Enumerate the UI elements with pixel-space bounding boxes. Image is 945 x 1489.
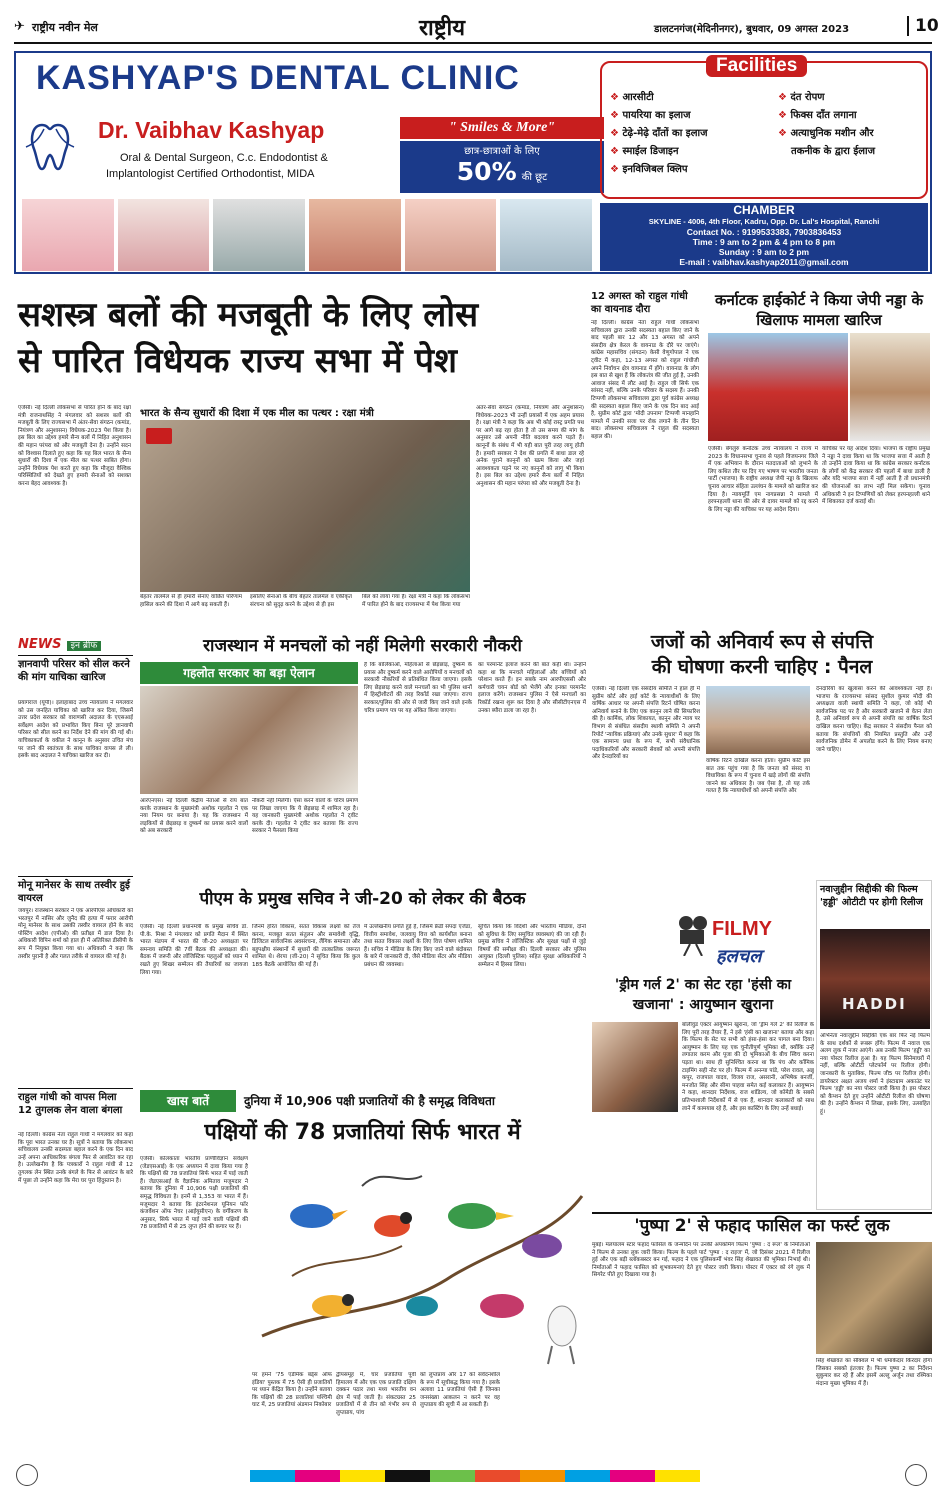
- karnataka-column-2: याचिका पर यह आदेश दिया। भाजपा के राष्ट्रीय प्रमुख ने नड्डा ने दावा किया था कि भाजपा सत्ता में आती है तो उन्होंने दावा किया था कि कांग्रेस सरकार कर्नाटक के लोगों को केंद्र सरकार की पहलों में बाधा डाली है और यदि भाजपा सत्ता में नहीं आती है तो प्रधानमंत्री की योजनाओं का लाभ नहीं मिल सकेगा। चुनाव अधिकारी ने इन टिप्पणियों को लेकर हरपनहल्ली थाने में शिकायत दर्ज कराई थी।: [822, 446, 930, 506]
- news-label-sub: इन ब्रीफ: [67, 641, 102, 651]
- rajnath-singh-parliament-photo: [140, 420, 470, 592]
- birds-column-1: एजेंसी। कोलकाता भारतीय प्राणीविज्ञान सर्वेक्षण (जेडएसआई) के एक अध्ययन में दावा किया गया है कि पक्षियों की 78 प्रजातियां सिर्फ भारत में पाई जाती हैं। जेडएसआई के वैज्ञानिक अमिताव मजूमदार ने बताया कि दुनिया में 10,906 पक्षी प्रजातियों की समृद्ध विविधता है। इनमें से 1,353 या भारत में हैं। मजूमदार ने बताया कि इंटरनेशनल यूनियन फॉर कंजर्वेशन ऑफ नेचर (आईयूसीएन) के वर्गीकरण के अनुसार, सिर्फ भारत में पाई जाने वाली पक्षियों की 78 प्रजातियों में से 25 लुप्त होने की कगार पर हैं।: [140, 1156, 248, 1231]
- brief-2-headline: मोनू मानेसर के साथ तस्वीर हुई वायरल: [18, 876, 133, 905]
- lead-headline: [18, 292, 586, 384]
- color-swatch: [520, 1470, 565, 1482]
- doctor-qualification-1: Oral & Dental Surgeon, C.c. Endodontist &: [120, 152, 328, 164]
- tagline: " Smiles & More": [400, 117, 604, 139]
- facility-item: ❖ दंत रोपण: [778, 92, 825, 103]
- chamber-title: CHAMBER: [733, 203, 795, 217]
- color-swatch: [655, 1470, 700, 1482]
- chamber-address: SKYLINE - 4006, 4th Floor, Kadru, Opp. Dr. Lal's Hospital, Ranchi: [648, 217, 880, 226]
- color-swatch: [385, 1470, 430, 1482]
- halchal-logo-text: हलचल: [716, 946, 762, 967]
- g20-headline: पीएम के प्रमुख सचिव ने जी-20 को लेकर की बैठक: [199, 889, 526, 909]
- ashok-gehlot-photo: [140, 686, 358, 794]
- facility-item: तकनीक के द्वारा ईलाज: [791, 146, 876, 157]
- pushpa-column-1: मुंबई। मलयालम स्टार फहाद फासिल के जन्मदिन पर उनकी अपकमिंग फिल्म 'पुष्पा : द रूल' के निर्माताओं ने फिल्म से उनका लुक जारी किया। फिल्म के पहले पार्ट 'पुष्पा : द राइज' में, जो दिसंबर 2021 में रिलीज हुई और एक बड़ी ब्लॉकबस्टर बन गई, फहाद ने एक पुलिसकर्मी भंवर सिंह शेखावत की भूमिका निभाई थी। निर्माताओं ने फहाद फासिल को शुभकामनाएं देते हुए पोस्टर जारी किया। पोस्टर में एक्टर को रंगे लुक में सिगरेट पीते हुए दिखाया गया है।: [592, 1242, 810, 1279]
- child-patient-photo: [500, 199, 592, 271]
- doctor-name: Dr. Vaibhav Kashyap: [98, 117, 325, 143]
- clinic-name: KASHYAP'S DENTAL CLINIC: [36, 59, 520, 97]
- supreme-court-photo: [706, 686, 810, 754]
- brief-1-body: प्रयागराज (यूपी)। इलाहाबाद उच्च न्यायालय ने मंगलवार को उस जनहित याचिका को खारिज कर दिया, जिसमें उत्तर प्रदेश सरकार को वाराणसी अदालत के एएसआई सर्वेक्षण आदेश को प्रभावित किए बिना पूरे ज्ञानवापी परिसर को सील करने का निर्देश देने की मांग की गई थी। याचिकाकर्ता के वकील ने कानून के अनुसार उचित मंच पर जाने की स्वतंत्रता के साथ याचिका वापस ले ली। इसके बाद अदालत ने याचिका खारिज कर दी।: [18, 700, 133, 760]
- registration-mark-icon: [16, 1464, 38, 1486]
- offer-suffix: की छूट: [521, 172, 548, 183]
- page-number: 10: [907, 16, 939, 36]
- facilities-title: Facilities: [706, 55, 807, 77]
- karnataka-high-court-photo: [708, 333, 848, 441]
- chamber-sunday: Sunday : 9 am to 2 pm: [718, 247, 810, 257]
- karnataka-headline: कर्नाटक हाईकोर्ट ने किया जेपी नड्डा के खिलाफ मामला खारिज: [714, 291, 924, 329]
- paper-logo-icon: ✈: [14, 19, 25, 34]
- dental-clinic-ad: [14, 51, 932, 274]
- paper-name: राष्ट्रीय नवीन मेल: [32, 21, 98, 34]
- brief-3-body: नई दिल्ली। कांग्रेस नेता राहुल गांधी ने मंगलवार को कहा कि पूरा भारत उनका घर है। सूत्रों ने बताया कि लोकसभा सचिवालय उनकी सदस्यता बहाल करने के एक दिन बाद उन्हें अपना आधिकारिक बंगला फिर से आवंटित कर रहा है। उल्लेखनीय है कि पत्रकारों ने राहुल गांधी से 12 तुगलक लेन स्थित उनके बंगले के फिर से आवंटन के बारे में पूछा तो उन्होंने कहा कि मेरा घर पूरा हिंदुस्तान है।: [18, 1132, 133, 1184]
- facility-item: ❖ आरसीटी: [610, 92, 654, 103]
- masthead: [14, 14, 939, 44]
- braces-photo: [405, 199, 497, 271]
- edition-date: डालटनगंज(मेदिनीनगर), बुधवार, 09 अगस्त 2023: [654, 24, 850, 35]
- birds-column-4: को लुप्तप्राय और 17 को संवेदनशील के रूप में सूचीबद्ध किया गया है। इसके अलावा 11 प्रजातियां ऐसी हैं जिनका जनसंख्या आकलन न करने पर वह लुप्तप्राय की सूची में आ सकती हैं।: [420, 1372, 500, 1409]
- filmy-logo-text: FILMY: [712, 918, 772, 940]
- color-calibration-bar: [250, 1470, 700, 1482]
- facility-item: ❖ स्माईल डिजाइन: [610, 146, 679, 157]
- facilities-right-list: [778, 89, 875, 161]
- g20-column-2: जिनमें हरित विकास, सतत विकास लक्ष्यों को तेज करना, मजबूत सतत संतुलन और समावेशी वृद्धि, डिजिटल सार्वजनिक अवसंरचना, लैंगिक समानता और बहुपक्षीय संस्थानों में सुधारों की तात्कालिक जरूरत शामिल थे। शेरपा (जी-20) ने सूचित किया कि कुल 185 बैठकें आयोजित की गई हैं।: [252, 924, 360, 968]
- facilities-box: [600, 55, 928, 199]
- rahul-wayanad-headline: 12 अगस्त को राहुल गांधी का वायनाड दौरा: [591, 291, 688, 315]
- karnataka-column-1: एजेंसी। बेंगलुरु कर्नाटक उच्च न्यायालय ने राज्य में 2023 के विधानसभा चुनाव से पहले विजयनगर जिले में एक अभियान के दौरान मतदाताओं को लुभाने के लिए कथित तौर पर दिए गए भाषण पर भारतीय जनता पार्टी (भाजपा) के राष्ट्रीय अध्यक्ष जेपी नड्डा के खिलाफ चुनाव आचार संहिता उल्लंघन के मामले को खारिज कर दिया है। न्यायमूर्ति एम नागप्रसन्ना ने मामले में हरपनहल्ली थाना की ओर से दायर मामले को रद्द करने के लिए नड्डा की याचिका पर यह आदेश दिया।: [708, 446, 818, 513]
- film-camera-icon: [676, 914, 710, 956]
- brief-3-headline: राहुल गांधी को वापस मिला 12 तुगलक लेन वाला बंगला: [18, 1088, 133, 1117]
- lead-headline-line-1: सशस्त्र बलों की मजबूती के लिए लोस: [18, 295, 479, 335]
- lead-headline-line-2: से पारित विधेयक राज्य सभा में पेश: [18, 341, 458, 381]
- panel-headline-line-1: जजों को अनिवार्य रूप से संपत्ति: [650, 631, 874, 653]
- dream-girl-body: बॉलीवुड एक्टर आयुष्मान खुराना, जो 'ड्रीम गर्ल 2' की रिलीज के लिए पूरी तरह तैयार हैं, ने इसे 'हंसी का खजाना' बताया और कहा कि फिल्म के सेट पर सभी को हंसा-हंसा कर पागल बना दिया। आयुष्मान के लिए यह एक चुनौतीपूर्ण भूमिका थी, क्योंकि उन्हें लगातार करम और पूजा की दो भूमिकाओं के बीच स्विच करना पड़ता था। साथ ही सुनिश्चित करना था कि पंच और कॉमिक टाइमिंग सही नोट पर हो। फिल्म में अनन्या पांडे, परेश रावल, अन्नू कपूर, राजपाल यादव, विजय राज, असरानी, अभिषेक बनर्जी, मनजोत सिंह और सीमा पाहवा समेत कई कलाकार हैं। आयुष्मान ने कहा, शानदार निर्देशक, राज शांडिल्य, जो कॉमेडी के सबसे प्रतिभाशाली निर्देशकों में से एक हैं, शानदार कलाकारों को साथ लाने में कामयाब रहे हैं, और इस कास्टिंग के लिए उन्हें बधाई।: [682, 1022, 814, 1112]
- birds-column-3: द्वीपसमूह में, चार प्रजातियां पूर्वी हिमालय में और एक एक प्रजाति दक्षिण दक्कन पठार तथा मध्य भारतीय वन क्षेत्र में पाई जाती है। संकटग्रस्त 25 प्रजातियों में से तीन को गंभीर रूप से लुप्तप्राय, पांच: [336, 1372, 416, 1416]
- filmy-halchal-logo: [676, 914, 806, 972]
- nawaz-headline: नवाजुद्दीन सिद्दीकी की फिल्म 'हड्डी' ओटीटी पर होगी रिलीज: [820, 884, 923, 908]
- lead-column-1: एजेंसी। नई दिल्ली लोकसभा से पारित होने के बाद रक्षा मंत्री राजनाथसिंह ने मंगलवार को सशस्त्र बलों की मजबूती के लिए राज्यसभा में अंतर-सेवा संगठन (कमांड, नियंत्रण और अनुशासन) विधेयक-2023 पेश किया है। इस बिल का उद्देश्य हमारे सैन्य बलों में निहित अनुशासन की महान परंपरा को और मजबूती देना है। उन्होंने सदन को विश्वास दिलाते हुए कहा कि यह बिल भारत के सैन्य सुधारों की दिशा में एक मील का पत्थर साबित होगा। उन्होंने विधेयक पेश करते हुए कहा कि मौजूदा वैश्विक परिस्थितियों को देखते हुए हमारी सेनाओं को सशक्त करना बेहद आवश्यक है।: [18, 405, 131, 487]
- facility-item: ❖ टेढ़े-मेढ़े दाँतों का इलाज: [610, 128, 708, 139]
- panel-column-1: एजेंसी। नई दिल्ली एक संसदीय समिति ने हाल ही में सुप्रीम कोर्ट और हाई कोर्ट के न्यायाधीशों के लिए वार्षिक आधार पर अपनी संपत्ति रिटर्न घोषित करना अनिवार्य बनाने के लिए एक कानून लाने की सिफारिश की है। कार्मिक, लोक शिकायत, कानून और न्याय पर विभाग से संबंधित संसदीय स्थायी समिति ने अपनी रिपोर्ट 'न्यायिक प्रक्रियाएं और उनके सुधार' में कहा कि एक सामान्य प्रथा के रूप में, सभी संवैधानिक पदाधिकारियों और सरकारी सेवकों को अपनी संपत्ति और देनदारियों का: [592, 686, 700, 761]
- lead-column-4: बिल को लाया गया है। रक्षा मंत्री ने कहा कि लोकसभा में पारित होने के बाद राज्यसभा में पेश किया गया: [362, 594, 470, 608]
- panel-column-2: वार्षिक रिटर्न दाखिल करना होता। सुप्रीम कोर्ट इस बात तक पहुंच गया है कि जनता को संसद या विधायिका के रूप में चुनाव में खड़े लोगों की संपत्ति जानने का अधिकार है। जब ऐसा है, तो यह तर्क गलत है कि न्यायाधीशों को अपनी संपत्ति और: [706, 758, 810, 795]
- chamber-email: E-mail : vaibhav.kashyap2011@gmail.com: [679, 257, 849, 267]
- rajasthan-headline: राजस्थान में मनचलों को नहीं मिलेगी सरकारी नौकरी: [203, 636, 522, 656]
- facilities-left-list: [610, 89, 708, 179]
- tooth-logo-icon: [22, 117, 90, 177]
- student-offer: [400, 141, 604, 193]
- haddi-poster-title: HADDI: [842, 995, 907, 1013]
- birds-headline: पक्षियों की 78 प्रजातियां सिर्फ भारत में: [204, 1120, 521, 1145]
- birds-column-2: पर हमने '75 एंडेमिक बर्ड्स ऑफ इंडिया' पुस्तक में 75 ऐसी ही प्रजातियों पर ध्यान केंद्रित किया है। उन्होंने बताया कि पक्षियों की 28 प्रजातियां पश्चिमी घाट में, 25 प्रजातियां अंडमान निकोबार: [252, 1372, 332, 1409]
- doctor-qualification-2: Implantologist Certified Orthodontist, MIDA: [106, 168, 315, 180]
- rajasthan-column-1: आरएनएस। नई दिल्ली केंद्रीय नेताओं से राय बात करके राजस्थान के मुख्यमंत्री अशोक गहलोत ने एक नया नियम घर बनाया है। यह कि राजस्थान में लड़कियों से छेड़छाड़ व दुष्कर्म का प्रयास करने वालों को अब सरकारी: [140, 798, 248, 835]
- dentures-photo: [22, 199, 114, 271]
- color-swatch: [250, 1470, 295, 1482]
- birds-illustration: [252, 1156, 587, 1368]
- smile-photo: [309, 199, 401, 271]
- panel-headline-line-2: की घोषणा करनी चाहिए : पैनल: [651, 656, 873, 678]
- gehlot-banner: गहलोत सरकार का बड़ा ऐलान: [140, 662, 358, 684]
- facility-item: ❖ इनविजिबल क्लिप: [610, 164, 688, 175]
- jp-nadda-photo: [850, 333, 930, 441]
- offer-top: छात्र-छात्राओं के लिए: [464, 146, 540, 157]
- section-title: राष्ट्रीय: [419, 16, 466, 41]
- g20-column-4: सूचित किया कि विदेशी और भारतीय मीडिया, दोनों को सुविधा के लिए समुचित व्यवस्थाएं की जा रही हैं। प्रमुख सचिव ने लॉजिस्टिक और सुरक्षा पक्षों से जुड़े विषयों की समीक्षा की। दिल्ली सरकार और पुलिस आयुक्त (दिल्ली पुलिस) सहित सुरक्षा अधिकारियों ने सम्मेलन में हिस्सा लिया।: [478, 924, 586, 968]
- implant-photo: [213, 199, 305, 271]
- rahul-wayanad-body: नई दिल्ली। कांग्रेस नेता राहुल गांधी लोकसभा सचिवालय द्वारा उनकी सदस्यता बहाल किए जाने के बाद पहली बार 12 और 13 अगस्त को अपने संसदीय क्षेत्र केरल के वायनाड के दौरे पर जाएंगे। कांग्रेस महासचिव (संगठन) केसी वेणुगोपाल ने एक ट्वीट में कहा, 12-13 अगस्त को राहुल गांधीजी अपने निर्वाचन क्षेत्र वायनाड में होंगे। वायनाड के लोग इस बात से खुश हैं कि लोकतंत्र की जीत हुई है, उनकी आवाज संसद में लौट आई है। राहुल जी सिर्फ एक सांसद नहीं, बल्कि उनके परिवार के सदस्य हैं। उनकी टिप्पणी लोकसभा सचिवालय द्वारा पूर्व कांग्रेस अध्यक्ष की सदस्यता बहाल किए जाने के एक दिन बाद आई है, सुप्रीम कोर्ट द्वारा 'मोदी उपनाम' टिप्पणी मानहानि मामले में उनकी सजा पर रोक लगाने के तीन दिन बाद। लोकसभा सचिवालय ने राहुल की सदस्यता बहाल की।: [591, 320, 699, 440]
- color-swatch: [295, 1470, 340, 1482]
- color-swatch: [430, 1470, 475, 1482]
- panel-column-3: देनदारियों का खुलासा करने की आवश्यकता नहीं है। भाजपा के राज्यसभा सांसद सुशील कुमार मोदी की अध्यक्षता वाली स्थायी समिति ने कहा, जो कोई भी सार्वजनिक पद पर है और सरकारी खजाने से वेतन लेता है, उसे अनिवार्य रूप से अपनी संपत्ति का वार्षिक रिटर्न दाखिल करना चाहिए। केंद्र सरकार ने संसदीय पैनल को बताया कि संपत्तियों की नियमित प्रस्तुति और उन्हें सार्वजनिक डोमेन में अपलोड करने के लिए नियम बनाए जाने चाहिए।: [816, 686, 932, 753]
- g20-column-3: में उल्लेखनीय प्रगति हुई है, जिसमें फ्रेंडी संपदा एजेंडा, वित्तीय समावेश, जलवायु वित्त को कार्यशील बनाना तथा सतत विकास लक्ष्यों के लिए वित्त पोषण शामिल हैं। सचिव ने मीडिया के लिए किए जाने वाले बंदोबस्त के बारे में जानकारी दी, जैसे मीडिया सेंटर और मीडिया प्रबंधन की व्यवस्था।: [364, 924, 472, 968]
- lead-photo-caption: भारत के सैन्य सुधारों की दिशा में एक मील का पत्थर : रक्षा मंत्री: [140, 408, 374, 419]
- brief-1-headline: ज्ञानवापी परिसर को सील करने की मांग याचिका खारिज: [18, 655, 133, 684]
- color-swatch: [475, 1470, 520, 1482]
- registration-mark-icon: [905, 1464, 927, 1486]
- g20-column-1: एजेंसी। नई दिल्ली प्रधानमंत्री के प्रमुख सचिव डॉ. पी.के. मिश्रा ने मंगलवार को प्रगति मैदान में स्थित भारत मंडपम में भारत की जी-20 अध्यक्षता पर समन्वय समिति की 7वीं बैठक की अध्यक्षता की। बैठक में जरूरी और लॉजिस्टिक पहलुओं को ध्यान में रखते हुए शिखर सम्मेलन की तैयारियों का जायजा लिया गया।: [140, 924, 248, 976]
- news-in-brief-label: [18, 633, 133, 651]
- rajasthan-column-3: है कि बालिकाओं, महिलाओं से छेड़छाड़, दुष्कर्म के प्रयास और दुष्कर्म करने वाले आरोपियों व मनचलों को सरकारी नौकरियों से प्रतिबंधित किया जाएगा। इसके लिए छेड़छाड़ करने वाले मनचलों का भी पुलिस थानों में हिस्ट्रीशीटरों की तरह रिकॉर्ड रखा जाएगा। राज्य सरकार/पुलिस की ओर से जारी किए जाने वाले इनके चरित्र प्रमाण पत्र पर यह अंकित किया जाएगा।: [364, 662, 472, 714]
- birds-key-points-banner: खास बातें: [140, 1090, 236, 1112]
- pushpa-column-2: सिंह शेखावत का सीक्वल में भी धमाकेदार किरदार होगा जिसका सबको इंतजार है। फिल्म पुष्पा 2 का निर्देशन सुकुमार कर रहे हैं और इसमें अल्लू अर्जुन तथा रश्मिका मंदाना मुख्य भूमिका में हैं।: [816, 1358, 932, 1387]
- teeth-model-photo: [118, 199, 210, 271]
- chamber-box: [600, 203, 928, 271]
- nawaz-body: अभिनेता नवाजुद्दीन सिद्दीकी एक बार फिर नई फिल्म के साथ दर्शकों से रूबरू होंगे। फिल्म में नवाज एक अलग लुक में नजर आएंगे। अब उनकी फिल्म 'हड्डी' का नया पोस्टर रिलीज हुआ है। यह फिल्म सिनेमाघरों में नहीं, बल्कि ओटीटी प्लेटफॉर्म पर रिलीज होगी। जानकारी के मुताबिक, फिल्म जी5 पर रिलीज होगी। डायरेक्टर अक्षत अजय शर्मा ने इंस्टाग्राम अकाउंट पर फिल्म 'हड्डी' का नया पोस्टर जारी किया है। इस पोस्टर को कैप्शन देते हुए उन्होंने ओटीटी रिलीज की घोषणा की है। उन्होंने कैप्शन में लिखा, इसके लिए, उत्साहित हूं।: [820, 1033, 930, 1115]
- fahadh-faasil-photo: [816, 1242, 932, 1354]
- color-swatch: [565, 1470, 610, 1482]
- chamber-contact: Contact No. : 9199533383, 7903836453: [686, 227, 842, 237]
- birds-subhead: दुनिया में 10,906 पक्षी प्रजातियों की है समृद्ध विविधता: [244, 1094, 495, 1108]
- facility-item: ❖ फिक्स दाँत लगाना: [778, 110, 857, 121]
- news-label: NEWS: [18, 637, 62, 652]
- dental-photo-strip: [22, 199, 592, 271]
- offer-percent: 50%: [456, 157, 517, 186]
- color-swatch: [340, 1470, 385, 1482]
- lead-column-5: अंतर-सेवा संगठन (कमांड, नियंत्रण और अनुशासन) विधेयक-2023 भी उन्हीं प्रयासों में एक अहम प्रयास है। रक्षा मंत्री ने कहा कि अब भी कोई रास्ट्र प्रगति पथ पर आगे बढ़ रहा होता है तो उस समय की मांग के अनुसार उसे अपनी नीति बदलाव करने पड़ते हैं। कानूनों के संबंध में भी यही बात पूरी तरह लागू होती है। हमारी सरकार ने देश की प्रगति में बाधा डाल रहे अनेक पुराने कानूनों को खत्म किया और जहां आवश्यकता पड़ने पर नए कानूनों को लागू भी किया है। इस बिल का उद्देश्य हमारे सैन्य बलों में निहित अनुशासन की महान परंपरा को और मजबूती देना है।: [476, 405, 584, 487]
- brief-2-body: जयपुर। राजस्थान सरकार ने एक आरपीएस अधिकारी को भरतपुर में नासिर और जुनैद की हत्या में फरार आरोपी मोनू मानेसर के साथ उसकी तस्वीर वायरल होने के बाद पोस्टिंग आदेश (एपीओ) की प्रतीक्षा में डाल दिया है। अधिकारी विपिन शर्मा को हाल ही में अतिरिक्त डीसीपी के रूप में नियुक्त किया गया था। अधिकारी ने कहा कि तस्वीर पुरानी है और गलत तरीके से वायरल की गई है।: [18, 908, 133, 960]
- chamber-time: Time : 9 am to 2 pm & 4 pm to 8 pm: [692, 237, 836, 247]
- lead-column-3: इसलिए सेनाओं के बीच बेहतर तालमेल व एकीकृत संरचना को सुदृढ़ करने के उद्देश्य से ही इस: [250, 594, 352, 608]
- color-swatch: [610, 1470, 655, 1482]
- haddi-poster-photo: [820, 929, 930, 1029]
- nawaz-story: [816, 880, 932, 1210]
- pushpa-headline: 'पुष्पा 2' से फहाद फासिल का फर्स्ट लुक: [592, 1212, 932, 1238]
- rajasthan-column-4: का परमानेंट इलाज करने की बात कही थी। उन्होंने कहा था कि मनचले महिलाओं और बच्चियों को परेशान करते हैं। इन सबके नाम आरपीएससी और कर्मचारी चयन बोर्ड को भेजेंगे और इनका परमानेंट इलाज करेंगे। राजस्थान पुलिस ने ऐसे मनचलों का रिकॉर्ड रखना शुरू कर दिया है और सीसीटीएनएस में उनका ब्यौरा डाला जा रहा है।: [478, 662, 586, 714]
- tv-channel-logo: [146, 428, 172, 444]
- facility-item: ❖ पायरिया का इलाज: [610, 110, 691, 121]
- facility-item: ❖ अत्याधुनिक मशीन और: [778, 128, 874, 139]
- dream-girl-headline: 'ड्रीम गर्ल 2' का सेट रहा 'हंसी का खजाना' : आयुष्मान खुराना: [614, 977, 792, 1013]
- lead-column-2: बेहतर तालमेल से ही हमारी सेनाएं वांछित परिणाम हासिल करने की दिशा में आगे बढ़ सकती हैं।: [140, 594, 242, 608]
- panel-headline: [592, 630, 932, 680]
- rajasthan-column-2: नौकरी नहीं मिलेगी। ऐसा करने वालों के चरित्र प्रमाण पर लिखा जाएगा कि ये छेड़छाड़ में शामिल रहा है। यह जानकारी मुख्यमंत्री अशोक गहलोत ने ट्वीट करके दी। गहलोत ने ट्वीट कर बताया कि राज्य सरकार ने फैसला किया: [252, 798, 358, 835]
